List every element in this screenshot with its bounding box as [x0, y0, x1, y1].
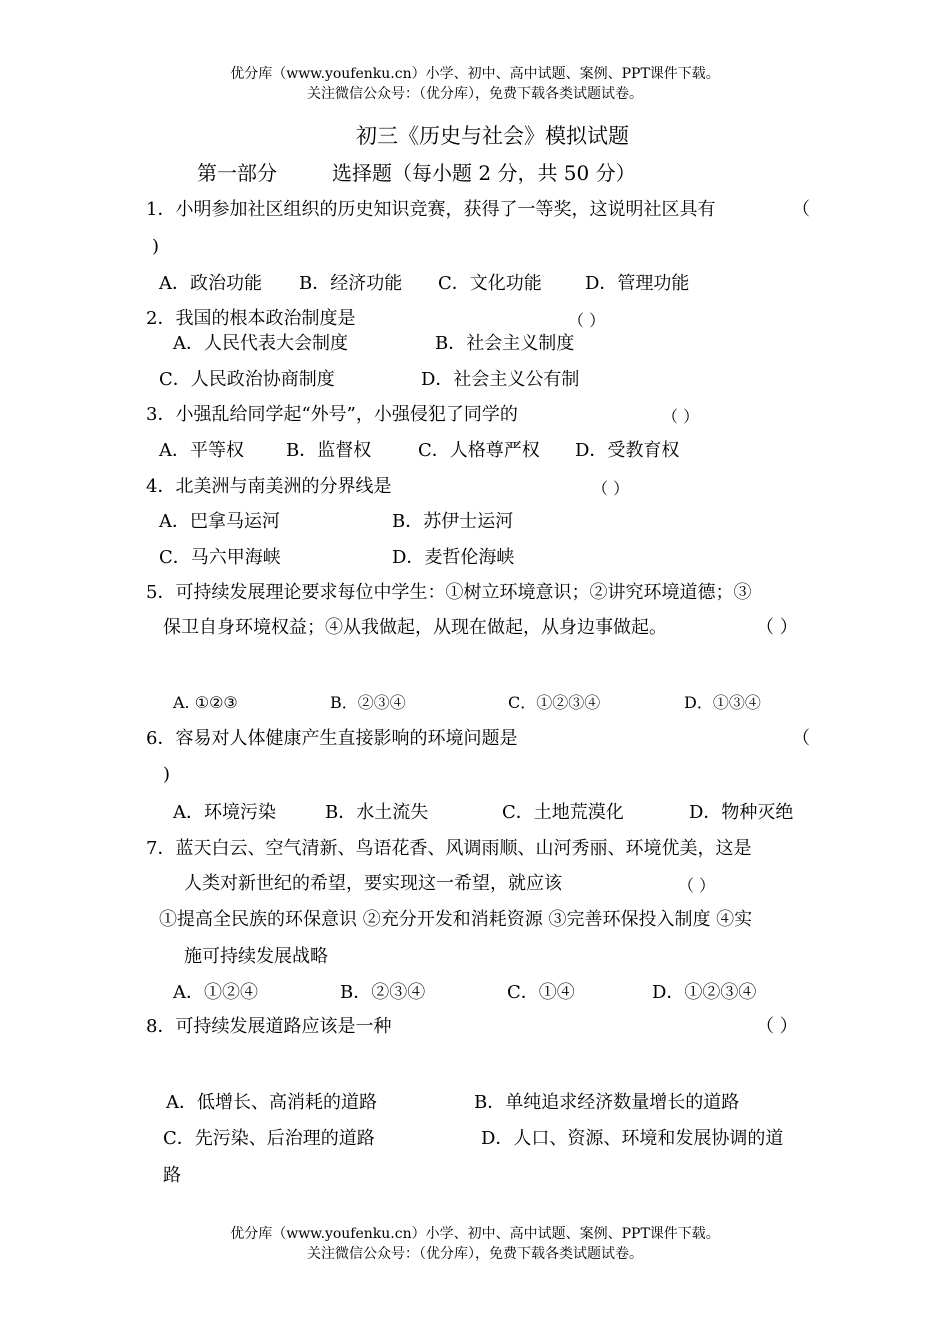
question-3-option-c[interactable]: C．人格尊严权 [418, 440, 540, 461]
question-4-stem: 4．北美洲与南美洲的分界线是 [146, 476, 392, 497]
question-3-option-a[interactable]: A．平等权 [159, 440, 244, 461]
question-8-bracket: （ ） [756, 1016, 798, 1037]
question-6-bracket-open: （ [792, 728, 810, 749]
question-7-option-c[interactable]: C．①④ [507, 982, 575, 1003]
question-6-option-c[interactable]: C．土地荒漠化 [502, 802, 624, 823]
question-6-option-d[interactable]: D．物种灭绝 [689, 802, 794, 823]
question-1-option-d[interactable]: D．管理功能 [585, 273, 690, 294]
question-8-option-b[interactable]: B．单纯追求经济数量增长的道路 [474, 1092, 740, 1113]
question-1-bracket-close: ) [152, 236, 160, 257]
question-8-option-c[interactable]: C．先污染、后治理的道路 [163, 1128, 375, 1149]
page-title: 初三《历史与社会》模拟试题 [356, 124, 629, 148]
question-3-stem: 3．小强乱给同学起“外号”，小强侵犯了同学的 [146, 404, 518, 425]
question-8-option-a[interactable]: A．低增长、高消耗的道路 [166, 1092, 377, 1113]
question-7-stem-line-2: 人类对新世纪的希望，要实现这一希望，就应该 [184, 873, 562, 894]
question-4-option-a[interactable]: A．巴拿马运河 [159, 511, 280, 532]
question-4-option-b[interactable]: B．苏伊士运河 [392, 511, 514, 532]
question-1-option-a[interactable]: A．政治功能 [159, 273, 262, 294]
section-part: 第一部分 [197, 161, 277, 185]
question-2-option-c[interactable]: C．人民政治协商制度 [159, 369, 335, 390]
question-6-option-b[interactable]: B．水土流失 [325, 802, 429, 823]
question-2-stem: 2．我国的根本政治制度是 [146, 308, 356, 329]
question-4-bracket: （ ） [592, 479, 630, 498]
header-line-1: 优分库（www.youfenku.cn）小学、初中、高中试题、案例、PPT课件下载。 [230, 66, 720, 82]
question-1-option-b[interactable]: B．经济功能 [299, 273, 403, 294]
question-3-option-d[interactable]: D．受教育权 [575, 440, 680, 461]
question-7-stem-line-3: ①提高全民族的环保意识 ②充分开发和消耗资源 ③完善环保投入制度 ④实 [159, 909, 753, 930]
question-3-bracket: （ ） [662, 407, 700, 426]
question-5-option-c[interactable]: C．①②③④ [508, 693, 601, 712]
question-8-option-d-wrap: 路 [163, 1165, 181, 1186]
question-6-bracket-close: ) [163, 764, 171, 785]
footer-line-1: 优分库（www.youfenku.cn）小学、初中、高中试题、案例、PPT课件下载。 [230, 1226, 720, 1242]
question-8-option-d[interactable]: D．人口、资源、环境和发展协调的道 [481, 1128, 784, 1149]
question-2-bracket: （ ） [568, 311, 606, 330]
question-6-stem: 6．容易对人体健康产生直接影响的环境问题是 [146, 728, 518, 749]
question-8-stem: 8．可持续发展道路应该是一种 [146, 1016, 392, 1037]
question-5-option-d[interactable]: D．①③④ [684, 693, 761, 712]
question-4-option-d[interactable]: D．麦哲伦海峡 [392, 547, 515, 568]
question-2-option-d[interactable]: D．社会主义公有制 [421, 369, 580, 390]
question-7-option-a[interactable]: A．①②④ [173, 982, 258, 1003]
question-1-option-c[interactable]: C．文化功能 [438, 273, 542, 294]
question-7-stem-line-1: 7．蓝天白云、空气清新、鸟语花香、风调雨顺、山河秀丽、环境优美，这是 [146, 838, 752, 859]
question-5-stem-line-1: 5．可持续发展理论要求每位中学生：①树立环境意识；②讲究环境道德；③ [146, 582, 752, 603]
question-7-bracket: （ ） [678, 876, 716, 895]
question-1-bracket-open: （ [792, 199, 810, 220]
question-4-option-c[interactable]: C．马六甲海峡 [159, 547, 281, 568]
question-5-bracket: （ ） [756, 617, 798, 638]
section-heading: 选择题（每小题 2 分，共 50 分） [332, 161, 636, 185]
question-1-stem: 1．小明参加社区组织的历史知识竞赛，获得了一等奖，这说明社区具有 [146, 199, 716, 220]
question-5-stem-line-2: 保卫自身环境权益；④从我做起，从现在做起，从身边事做起。 [163, 617, 667, 638]
question-3-option-b[interactable]: B．监督权 [286, 440, 372, 461]
question-5-option-a[interactable]: A. ①②③ [173, 693, 238, 712]
question-2-option-b[interactable]: B．社会主义制度 [435, 333, 575, 354]
question-7-option-b[interactable]: B．②③④ [340, 982, 426, 1003]
footer-line-2: 关注微信公众号：（优分库），免费下载各类试题试卷。 [307, 1246, 643, 1262]
question-2-option-a[interactable]: A．人民代表大会制度 [173, 333, 348, 354]
question-7-option-d[interactable]: D．①②③④ [652, 982, 757, 1003]
header-line-2: 关注微信公众号：（优分库），免费下载各类试题试卷。 [307, 86, 643, 102]
question-7-stem-line-4: 施可持续发展战略 [184, 946, 328, 967]
question-6-option-a[interactable]: A．环境污染 [173, 802, 276, 823]
question-5-option-b[interactable]: B．②③④ [330, 693, 406, 712]
